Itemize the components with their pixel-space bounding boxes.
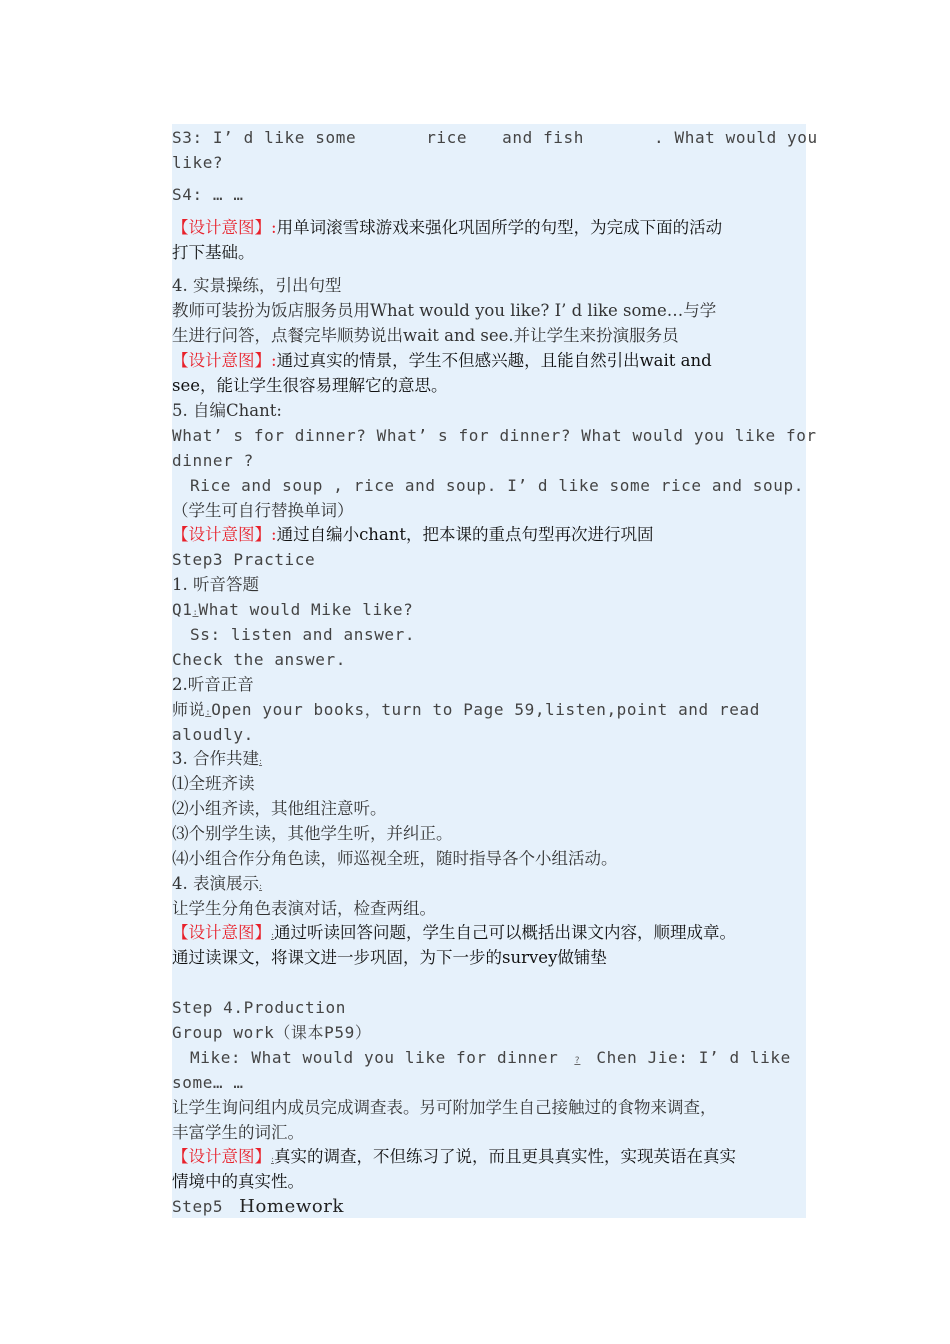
design-intent-tag: 【设计意图】 (172, 923, 271, 942)
design-intent-1: 【设计意图】:用单词滚雪球游戏来强化巩固所学的句型，为完成下面的活动 (172, 218, 723, 237)
chant-note: （学生可自行替换单词） (172, 501, 354, 520)
design-intent-tag: 【设计意图】: (172, 218, 277, 237)
teacher-says-cont: aloudly. (172, 725, 254, 744)
practice-1-heading: 1. 听音答题 (172, 575, 259, 594)
performance-text: 让学生分角色表演对话，检查两组。 (172, 899, 436, 918)
section-4-heading: 4. 实景操练，引出句型 (172, 276, 342, 295)
chant-line-3: Rice and soup , rice and soup. I’ d like some rice and soup. (190, 476, 804, 495)
teacher-says: 师说:Open your books，turn to Page 59,listen,point and read (172, 700, 760, 719)
survey-text-cont: 丰富学生的词汇。 (172, 1123, 304, 1142)
line-s4: S4: … … (172, 185, 244, 204)
practice-2-heading: 2.听音正音 (172, 675, 254, 694)
design-intent-5: 【设计意图】:真实的调查，不但练习了说，而且更具真实性，实现英语在真实 (172, 1147, 737, 1166)
design-intent-2-cont: see，能让学生很容易理解它的意思。 (172, 376, 448, 395)
step3-heading: Step3 Practice (172, 550, 316, 569)
practice-4-heading: 4. 表演展示: (172, 874, 263, 893)
design-intent-2: 【设计意图】:通过真实的情景，学生不但感兴趣，且能自然引出wait and (172, 351, 712, 370)
chant-line-1: What’ s for dinner? What’ s for dinner? What would you like for (172, 426, 817, 445)
design-intent-5-cont: 情境中的真实性。 (172, 1172, 304, 1191)
lesson-plan-text-block (172, 124, 818, 1218)
step5-heading: Step5 Homework (172, 1196, 344, 1217)
survey-text: 让学生询问组内成员完成调查表。另可附加学生自己接触过的食物来调查， (172, 1098, 717, 1117)
dialogue-line-cont: some… … (172, 1073, 244, 1092)
section-5-heading: 5. 自编Chant: (172, 401, 282, 420)
dialogue-line: Mike: What would you like for dinner ? Chen Jie: I’ d like (190, 1048, 791, 1067)
students-answer: Ss: listen and answer. (190, 625, 416, 644)
check-answer: Check the answer. (172, 650, 346, 669)
design-intent-tag: 【设计意图】: (172, 351, 277, 370)
design-intent-tag: 【设计意图】 (172, 1147, 271, 1166)
list-item: ⑵小组齐读，其他组注意听。 (172, 799, 387, 818)
list-item: ⑶个别学生读，其他学生听，并纠正。 (172, 824, 453, 843)
question-q1: Q1:What would Mike like? (172, 600, 414, 619)
chant-line-2: dinner ? (172, 451, 254, 470)
step4-heading: Step 4.Production (172, 998, 346, 1017)
line-s3: S3: I’ d like some rice and fish . What would you (172, 128, 818, 147)
list-item: ⑷小组合作分角色读，师巡视全班，随时指导各个小组活动。 (172, 849, 618, 868)
practice-3-heading: 3. 合作共建: (172, 749, 263, 768)
design-intent-tag: 【设计意图】: (172, 525, 277, 544)
list-item: ⑴全班齐读 (172, 774, 255, 793)
design-intent-4-cont: 通过读课文，将课文进一步巩固，为下一步的survey做铺垫 (172, 948, 607, 967)
line-s3-cont: like? (172, 153, 224, 172)
design-intent-3: 【设计意图】:通过自编小chant，把本课的重点句型再次进行巩固 (172, 525, 654, 544)
design-intent-4: 【设计意图】:通过听读回答问题，学生自己可以概括出课文内容，顺理成章。 (172, 923, 737, 942)
group-work: Group work（课本P59） (172, 1023, 372, 1042)
design-intent-1-cont: 打下基础。 (172, 243, 255, 262)
section-4-text-1: 教师可装扮为饭店服务员用What would you like? I’ d like some…与学 (172, 301, 717, 320)
section-4-text-2: 生进行问答，点餐完毕顺势说出wait and see.并让学生来扮演服务员 (172, 326, 679, 345)
